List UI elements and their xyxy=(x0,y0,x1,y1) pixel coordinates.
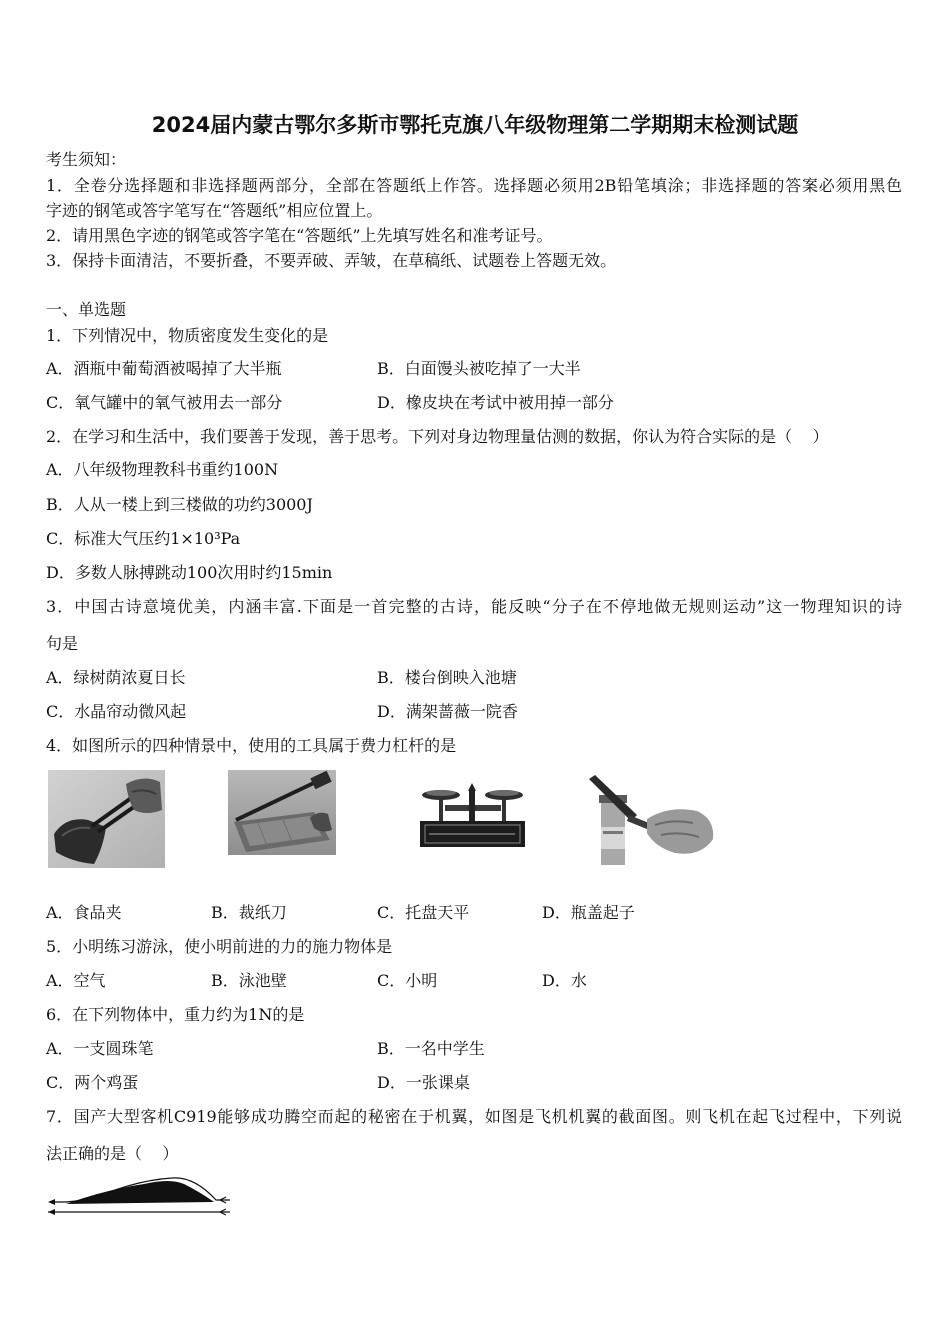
notice-line-2: 2．请用黑色字迹的钢笔或答字笔在“答题纸”上先填写姓名和准考证号。 xyxy=(46,226,553,245)
question-4-stem: 4．如图所示的四种情景中，使用的工具属于费力杠杆的是 xyxy=(46,736,457,755)
question-5-option-a[interactable]: A．空气 xyxy=(46,971,106,990)
question-2-option-c[interactable]: C．标准大气压约1×10³Pa xyxy=(46,529,241,548)
question-6-option-c[interactable]: C．两个鸡蛋 xyxy=(46,1073,139,1092)
question-3-stem-cont: 句是 xyxy=(46,634,79,653)
bottle-opener-figure xyxy=(585,775,716,865)
question-4-option-d[interactable]: D．瓶盖起子 xyxy=(542,903,635,922)
question-4-option-c[interactable]: C．托盘天平 xyxy=(377,903,470,922)
question-6-option-a[interactable]: A．一支圆珠笔 xyxy=(46,1039,154,1058)
notice-line-1-cont: 字迹的钢笔或答字笔写在“答题纸”相应位置上。 xyxy=(46,201,383,220)
question-3-option-a[interactable]: A．绿树荫浓夏日长 xyxy=(46,668,186,687)
notice-line-3: 3．保持卡面清洁，不要折叠，不要弄破、弄皱，在草稿纸、试题卷上答题无效。 xyxy=(46,251,617,270)
question-1-option-d[interactable]: D．橡皮块在考试中被用掉一部分 xyxy=(377,393,614,412)
wing-cross-section-figure xyxy=(44,1176,232,1218)
question-5-option-c[interactable]: C．小明 xyxy=(377,971,438,990)
question-3-option-b[interactable]: B．楼台倒映入池塘 xyxy=(377,668,517,687)
question-6-option-d[interactable]: D．一张课桌 xyxy=(377,1073,470,1092)
notice-line-1: 1．全卷分选择题和非选择题两部分，全部在答题纸上作答。选择题必须用2B铅笔填涂；非选择题的答案必须用黑色 xyxy=(46,176,902,195)
question-7-stem-cont: 法正确的是（ ） xyxy=(46,1144,179,1163)
question-1-option-c[interactable]: C．氧气罐中的氧气被用去一部分 xyxy=(46,393,283,412)
paper-cutter-figure xyxy=(228,770,336,855)
question-1-option-b[interactable]: B．白面馒头被吃掉了一大半 xyxy=(377,359,581,378)
tray-balance-figure xyxy=(415,775,530,850)
question-5-option-d[interactable]: D．水 xyxy=(542,971,587,990)
question-3-stem: 3．中国古诗意境优美，内涵丰富.下面是一首完整的古诗，能反映“分子在不停地做无规则运动”这一物理知识的诗 xyxy=(46,597,902,616)
notice-heading: 考生须知： xyxy=(46,150,127,169)
question-5-option-b[interactable]: B．泳池壁 xyxy=(211,971,287,990)
question-2-stem: 2．在学习和生活中，我们要善于发现，善于思考。下列对身边物理量估测的数据，你认为符合实际的是（ ） xyxy=(46,427,829,446)
page-title: 2024届内蒙古鄂尔多斯市鄂托克旗八年级物理第二学期期末检测试题 xyxy=(151,113,799,137)
question-1-option-a[interactable]: A．酒瓶中葡萄酒被喝掉了大半瓶 xyxy=(46,359,282,378)
question-5-stem: 5．小明练习游泳，使小明前进的力的施力物体是 xyxy=(46,937,393,956)
question-4-option-b[interactable]: B．裁纸刀 xyxy=(211,903,287,922)
question-1-stem: 1．下列情况中，物质密度发生变化的是 xyxy=(46,326,329,345)
question-6-option-b[interactable]: B．一名中学生 xyxy=(377,1039,485,1058)
question-2-option-b[interactable]: B．人从一楼上到三楼做的功约3000J xyxy=(46,495,313,514)
question-3-option-c[interactable]: C．水晶帘动微风起 xyxy=(46,702,187,721)
question-6-stem: 6．在下列物体中，重力约为1N的是 xyxy=(46,1005,305,1024)
question-2-option-d[interactable]: D．多数人脉搏跳动100次用时约15min xyxy=(46,563,333,582)
question-7-stem: 7．国产大型客机C919能够成功腾空而起的秘密在于机翼，如图是飞机机翼的截面图。则飞机在起飞过程中，下列说 xyxy=(46,1107,902,1126)
question-2-option-a[interactable]: A．八年级物理教科书重约100N xyxy=(46,460,279,479)
section-title: 一、单选题 xyxy=(46,300,127,319)
food-tongs-figure xyxy=(48,770,165,868)
question-3-option-d[interactable]: D．满架蔷薇一院香 xyxy=(377,702,518,721)
question-4-option-a[interactable]: A．食品夹 xyxy=(46,903,122,922)
